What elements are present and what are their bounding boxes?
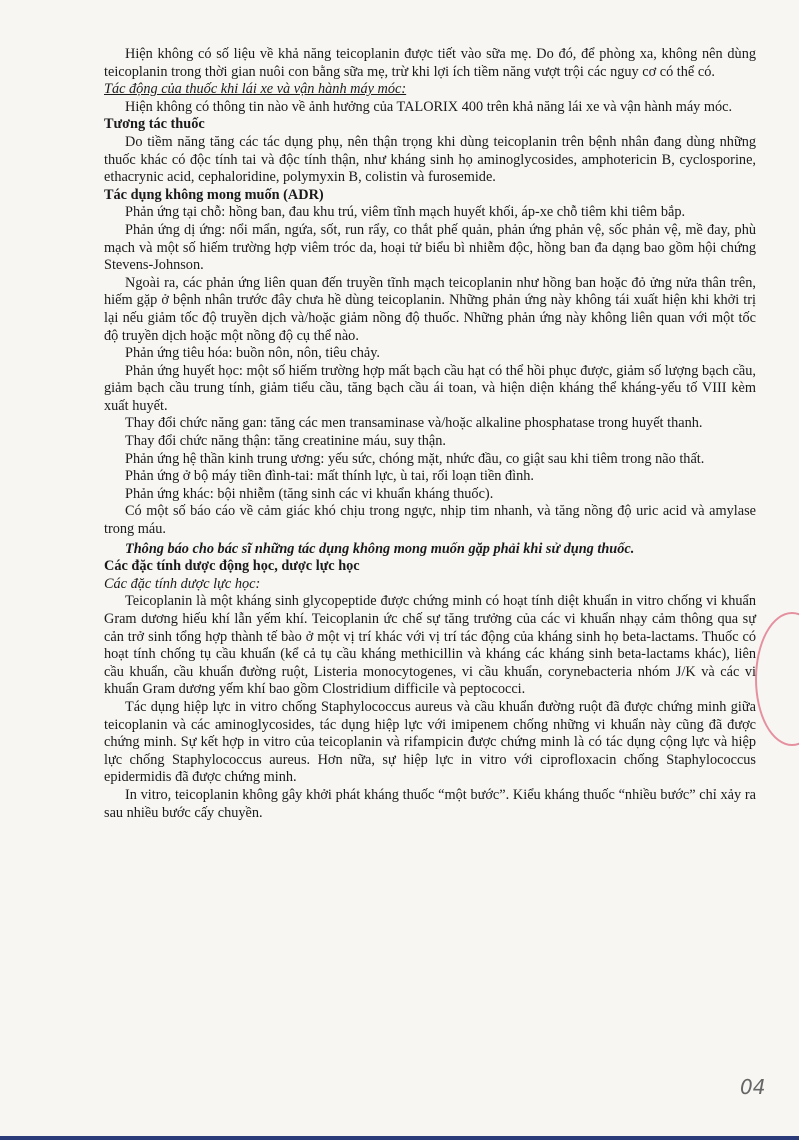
heading-interactions: Tương tác thuốc bbox=[104, 116, 205, 133]
paragraph-kidney-changes: Thay đổi chức năng thận: tăng creatinine máu, suy thận. bbox=[125, 433, 446, 450]
paragraph-hematologic-reactions: Phản ứng huyết học: một số hiếm trường hợp mất bạch cầu hạt có thể hồi phục được, giảm số lượng bạch cầu, giảm bạch cầu trung tính, giảm tiểu cầu, tăng bạch cầu ái toan, và hiện diện kháng thể kháng-yếu tố VIII kèm xuất huyết. bbox=[104, 362, 756, 414]
paragraph-driving: Hiện không có thông tin nào về ảnh hưởng của TALORIX 400 trên khả năng lái xe và vận hành máy móc. bbox=[125, 98, 733, 115]
bottom-edge-bar bbox=[0, 1136, 799, 1140]
subheading-pd: Các đặc tính dược lực học: bbox=[104, 575, 261, 592]
paragraph-local-reactions: Phản ứng tại chỗ: hồng ban, đau khu trú, viêm tĩnh mạch huyết khối, áp-xe chỗ tiêm khi tiêm bắp. bbox=[125, 204, 686, 221]
paragraph-vestibular-reactions: Phản ứng ở bộ máy tiền đình-tai: mất thính lực, ù tai, rối loạn tiền đình. bbox=[125, 468, 535, 485]
paragraph-synergy: Tác dụng hiệp lực in vitro chống Staphylococcus aureus và cầu khuẩn đường ruột đã được chứng minh giữa teicoplanin và các aminoglycosides, tác dụng hiệp lực với imipenem chống những vi khuẩn này cũng đã được chứng minh. Sự kết hợp in vitro của teicoplanin và rifampicin được chứng minh là có tác dụng cộng lực và hiệp lực chống Staphylococcus aureus. Hơn nữa, sự hiệp lực in vitro với ciprofloxacin chống Staphylococcus epidermidis đã được chứng minh. bbox=[104, 698, 756, 786]
paragraph-resistance: In vitro, teicoplanin không gây khởi phát kháng thuốc “một bước”. Kiểu kháng thuốc “nhiều bước” chỉ xảy ra sau nhiều bước cấy chuyền. bbox=[104, 786, 756, 821]
paragraph-allergic-reactions: Phản ứng dị ứng: nổi mẩn, ngứa, sốt, run rẩy, co thắt phế quản, phản ứng phản vệ, sốc phản vệ, mề đay, phù mạch và một số hiếm trường hợp viêm tróc da, hoại tử biểu bì nhiễm độc, hồng ban đa dạng bao gồm hội chứng Stevens-Johnson. bbox=[104, 221, 756, 274]
paragraph-interactions: Do tiềm năng tăng các tác dụng phụ, nên thận trọng khi dùng teicoplanin trên bệnh nhân đang dùng những thuốc khác có độc tính tai và độc tính thận, như kháng sinh họ aminoglycosides, amphotericin B, cyclosporine, ethacrynic acid, cephaloridine, polymyxin B, colistin và furosemide. bbox=[104, 133, 756, 186]
heading-adr: Tác dụng không mong muốn (ADR) bbox=[104, 186, 324, 203]
paragraph-gi-reactions: Phản ứng tiêu hóa: buồn nôn, nôn, tiêu chảy. bbox=[125, 345, 380, 362]
page-number-handwritten: 04 bbox=[740, 1075, 766, 1099]
subheading-driving: Tác động của thuốc khi lái xe và vận hành máy móc: bbox=[104, 81, 407, 98]
stamp-mark bbox=[755, 612, 799, 746]
paragraph-cns-reactions: Phản ứng hệ thần kinh trung ương: yếu sức, chóng mặt, nhức đầu, co giật sau khi tiêm trong não thất. bbox=[125, 450, 705, 467]
paragraph-infusion-reactions: Ngoài ra, các phản ứng liên quan đến truyền tĩnh mạch teicoplanin như hồng ban hoặc đỏ ửng nửa thân trên, hiếm gặp ở bệnh nhân trước đây chưa hề dùng teicoplanin. Những phản ứng này không tái xuất hiện khi khởi trị lại nếu giảm tốc độ truyền dịch và/hoặc giảm nồng độ thuốc. Những phản ứng này không liên quan với một tốc độ truyền dịch hoặc một nồng độ cụ thể nào. bbox=[104, 274, 756, 344]
paragraph-chest-reports: Có một số báo cáo về cảm giác khó chịu trong ngực, nhịp tim nhanh, và tăng nồng độ uric acid và amylase trong máu. bbox=[104, 503, 756, 538]
paragraph-pd-mechanism: Teicoplanin là một kháng sinh glycopeptide được chứng minh có hoạt tính diệt khuẩn in vitro chống vi khuẩn Gram dương hiếu khí lẫn yếm khí. Teicoplanin ức chế sự tăng trưởng của các vi khuẩn nhạy cảm thông qua sự cản trở sinh tổng hợp thành tế bào ở một vị trí khác với vị trí tác động của kháng sinh họ beta-lactams. Thuốc có hoạt tính chống tụ cầu khuẩn (kể cả tụ cầu kháng methicillin và kháng các kháng sinh beta-lactams khác), liên cầu khuẩn, cầu khuẩn đường ruột, Listeria monocytogenes, vi cầu khuẩn, corynebacteria nhóm J/K và các vi khuẩn Gram dương yếm khí bao gồm Clostridium difficile và peptococci. bbox=[104, 593, 756, 698]
paragraph-other-reactions: Phản ứng khác: bội nhiễm (tăng sinh các vi khuẩn kháng thuốc). bbox=[125, 485, 494, 502]
heading-pk-pd: Các đặc tính dược động học, dược lực học bbox=[104, 558, 360, 575]
paragraph-liver-changes: Thay đổi chức năng gan: tăng các men transaminase và/hoặc alkaline phosphatase trong huyết thanh. bbox=[125, 415, 703, 432]
notice-report-to-doctor: Thông báo cho bác sĩ những tác dụng không mong muốn gặp phải khi sử dụng thuốc. bbox=[125, 540, 635, 557]
document-body bbox=[104, 46, 756, 822]
paragraph-breastfeeding: Hiện không có số liệu về khả năng teicoplanin được tiết vào sữa mẹ. Do đó, để phòng xa, không nên dùng teicoplanin trong thời gian nuôi con bằng sữa mẹ, trừ khi lợi ích tiềm năng vượt trội các nguy cơ có thể có. bbox=[104, 46, 756, 80]
